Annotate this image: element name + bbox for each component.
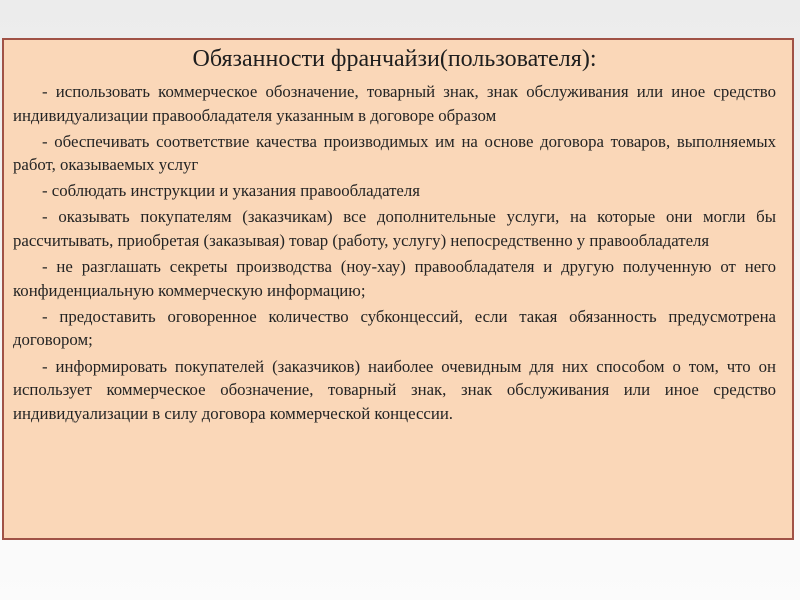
obligation-item-1: - использовать коммерческое обозначение, товарный знак, знак обслуживания или иное средство индивидуализации правообладателя указанным в договоре образом bbox=[13, 82, 776, 125]
obligation-item-5: - не разглашать секреты производства (ноу-хау) правообладателя и другую полученную от него конфиденциальную коммерческую информацию; bbox=[13, 257, 776, 300]
obligation-item-7: - информировать покупателей (заказчиков) наиболее очевидным для них способом о том, что он использует коммерческое обозначение, товарный знак, знак обслуживания или иное средство индивидуализации в силу договора коммерческой концессии. bbox=[13, 356, 776, 423]
obligation-item-2: - обеспечивать соответствие качества производимых им на основе договора товаров, выполняемых работ, оказываемых услуг bbox=[13, 131, 776, 175]
slide-content-box bbox=[2, 38, 794, 540]
obligation-item-4: - оказывать покупателям (заказчикам) все дополнительные услуги, на которые они могли бы рассчитывать, приобретая (заказывая) товар (работу, услугу) непосредственно у правообладателя bbox=[13, 207, 776, 251]
obligations-list bbox=[13, 80, 776, 425]
obligation-item-3: - соблюдать инструкции и указания правообладателя bbox=[42, 181, 420, 201]
slide-title: Обязанности франчайзи(пользователя): bbox=[192, 46, 597, 72]
obligation-item-6: - предоставить оговоренное количество субконцессий, если такая обязанность предусмотрена договором; bbox=[13, 306, 776, 350]
